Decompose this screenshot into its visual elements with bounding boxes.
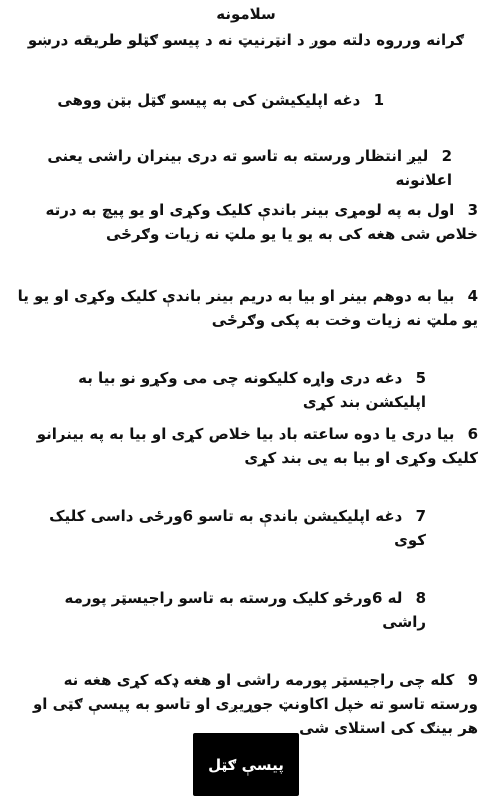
step-text: بیا به دوهم بینر او بیا به دریم بینر باندې کلیک وکړی او یو یا یو ملټ نه زیات وخت به پکی وګرځی <box>17 287 478 329</box>
step-number: 8 <box>415 589 426 607</box>
step-number: 1 <box>373 91 384 109</box>
step-number: 6 <box>467 425 478 443</box>
step-text: کله چی راجیسټر پورمه راشی او هغه ډکه کړی هغه نه ورسته تاسو ته خپل اکاونټ جوړیږی او تاسو به پیسې ګټی او هر بینګ کی استلای شی <box>32 671 478 737</box>
step-text: دغه دری واړه کلیکونه چی می وکړو نو بیا به اپلیکشن بند کړی <box>78 369 426 411</box>
step-5 <box>30 366 426 414</box>
step-8 <box>30 586 426 634</box>
step-4 <box>12 284 478 332</box>
step-6 <box>12 422 478 470</box>
earn-money-button[interactable]: پیسې ګټل <box>193 733 299 796</box>
page-title: سلامونه <box>216 5 276 23</box>
step-7 <box>30 504 426 552</box>
step-text: لیږ انتظار ورسته به تاسو ته دری بینران راشی یعنی اعلانونه <box>47 147 452 189</box>
intro-text: ګرانه ورروه دلته موږ د انټرنیټ نه د پیسو ګټلو طریقه درښو <box>27 31 465 49</box>
step-3 <box>12 198 478 246</box>
step-text: دغه اپلیکیشن کی به پیسو ګټل بټن ووهی <box>57 91 361 109</box>
step-number: 7 <box>415 507 426 525</box>
step-number: 5 <box>415 369 426 387</box>
step-number: 4 <box>467 287 478 305</box>
step-number: 2 <box>441 147 452 165</box>
step-text: بیا دری یا دوه ساعته باد بیا خلاص کړی او بیا به په بینرانو کلیک وکړی او بیا به یی بند کړی <box>36 425 478 467</box>
step-text: دغه اپلیکیشن باندې به تاسو 6ورځی داسی کلیک کوی <box>49 507 426 549</box>
step-2 <box>30 144 452 192</box>
step-number: 9 <box>467 671 478 689</box>
step-1 <box>40 88 384 112</box>
step-9 <box>12 668 478 740</box>
step-text: اول به په لومړی بینر باندې کلیک وکړی او یو پیچ به درته خلاص شی هغه کی به یو یا یو ملټ نه زیات وګرځی <box>45 201 478 243</box>
step-text: له 6ورځو کلیک ورسته به تاسو راجیسټر پورمه راشی <box>64 589 426 631</box>
step-number: 3 <box>467 201 478 219</box>
